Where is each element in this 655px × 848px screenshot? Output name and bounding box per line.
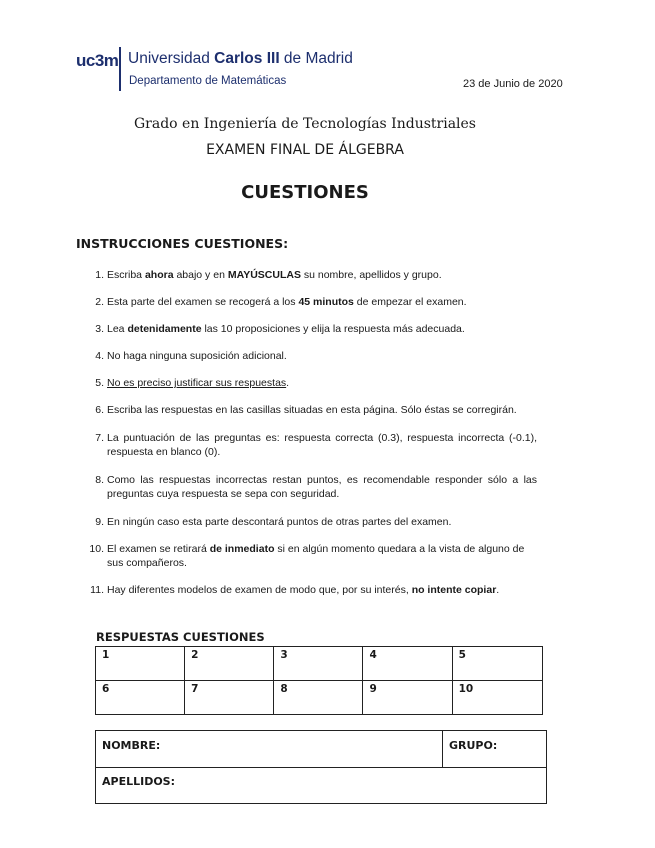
answer-box-3[interactable]: 3	[274, 647, 363, 681]
answers-table	[95, 646, 543, 715]
answer-box-2[interactable]: 2	[185, 647, 274, 681]
answer-box-10[interactable]: 10	[452, 681, 542, 715]
student-info-box	[95, 730, 547, 804]
answer-box-7[interactable]: 7	[185, 681, 274, 715]
logo-divider	[119, 47, 121, 91]
university-name: Universidad Carlos III de Madrid	[128, 50, 353, 67]
answer-box-6[interactable]: 6	[96, 681, 185, 715]
instructions-title: INSTRUCCIONES CUESTIONES:	[76, 236, 289, 251]
section-title: CUESTIONES	[241, 182, 369, 203]
name-field[interactable]: NOMBRE:	[102, 739, 161, 752]
exam-date: 23 de Junio de 2020	[463, 78, 563, 90]
table-row	[96, 681, 543, 715]
answer-box-1[interactable]: 1	[96, 647, 185, 681]
answers-title: RESPUESTAS CUESTIONES	[96, 630, 265, 644]
answer-box-8[interactable]: 8	[274, 681, 363, 715]
answer-box-5[interactable]: 5	[452, 647, 542, 681]
answer-box-4[interactable]: 4	[363, 647, 452, 681]
group-field[interactable]: GRUPO:	[449, 739, 498, 752]
table-row	[96, 647, 543, 681]
exam-title: EXAMEN FINAL DE ÁLGEBRA	[206, 142, 404, 158]
department-name: Departamento de Matemáticas	[129, 75, 287, 87]
degree-title: Grado en Ingeniería de Tecnologías Industriales	[133, 116, 476, 132]
divider	[96, 767, 546, 768]
divider	[442, 731, 443, 767]
uc3m-logo: uc3m	[76, 51, 119, 70]
surname-field[interactable]: APELLIDOS:	[102, 775, 176, 788]
answer-box-9[interactable]: 9	[363, 681, 452, 715]
